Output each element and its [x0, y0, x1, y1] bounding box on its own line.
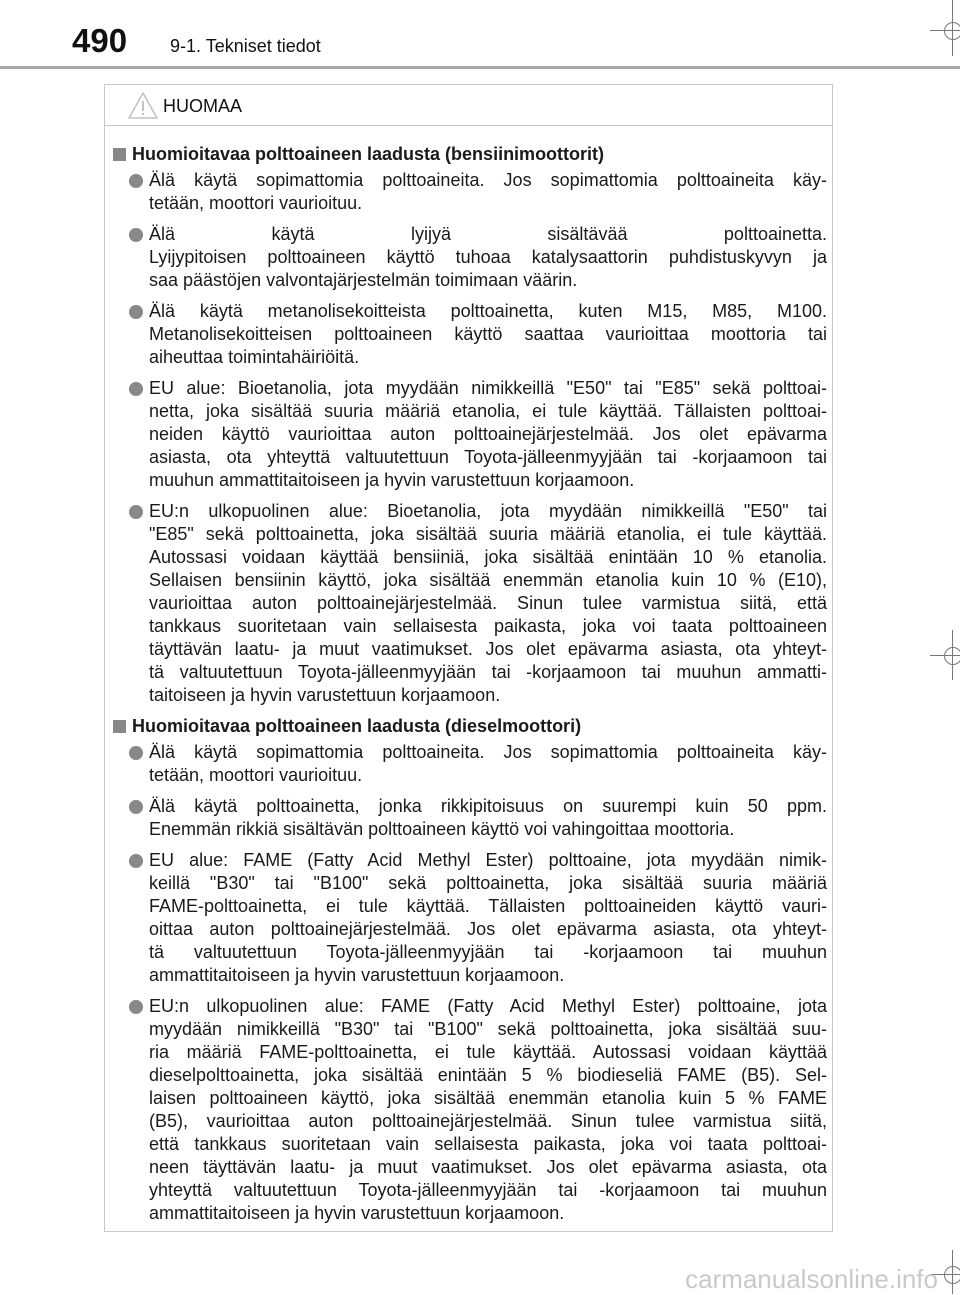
list-item-line: ammattitaitoiseen ja hyvin varustettuun korjaamoon.: [149, 1203, 565, 1223]
round-bullet-icon: [129, 382, 143, 396]
list-item-line: tä valtuutettuun Toyota-jälleenmyyjään tai -korjaamoon tai muuhun: [149, 942, 827, 962]
list-item-line: neen täyttävän laatu- ja muut vaatimukset. Jos olet epävarma asiasta, ota: [149, 1157, 827, 1177]
list-item-line: netta, joka sisältää suuria määriä etanolia, ei tule käyttää. Tällaisten polttoai-: [149, 401, 827, 421]
list-item-line: tankkaus suoritetaan vain sellaisesta paikasta, joka voi taata polttoaineen: [149, 616, 827, 636]
square-bullet-icon: [113, 720, 126, 733]
section-title: 9-1. Tekniset tiedot: [170, 36, 321, 56]
crop-mark-right-middle: [930, 630, 960, 680]
list-item-line: yhteyttä valtuutettuun Toyota-jälleenmyyjään tai -korjaamoon tai muuhun: [149, 1180, 827, 1200]
section-heading: [113, 143, 827, 166]
list-item-line: (B5), vaurioittaa auton polttoainejärjestelmää. Sinun tulee varmistua siitä,: [149, 1111, 827, 1131]
list-item-line: taitoiseen ja hyvin varustettuun korjaamoon.: [149, 685, 501, 705]
list-item-line: FAME-polttoainetta, ei tule käyttää. Tällaisten polttoaineiden käyttö vauri-: [149, 896, 827, 916]
list-item-line: Autossasi voidaan käyttää bensiiniä, joka sisältää enintään 10 % etanolia.: [149, 547, 827, 567]
round-bullet-icon: [129, 854, 143, 868]
list-item-line: dieselpolttoainetta, joka sisältää enintään 5 % biodieseliä FAME (B5). Sel-: [149, 1065, 827, 1085]
list-item-line: Enemmän rikkiä sisältävän polttoaineen käyttö voi vahingoittaa moottoria.: [149, 819, 735, 839]
notice-header: [105, 85, 832, 126]
list-item-line: "E85" sekä polttoainetta, joka sisältää suuria määriä etanolia, ei tule käyttää.: [149, 524, 827, 544]
round-bullet-icon: [129, 174, 143, 188]
list-item-line: Älä käytä lyijyä sisältävää polttoainetta.: [149, 224, 827, 244]
list-item: [113, 377, 827, 492]
list-item-line: vaurioittaa auton polttoainejärjestelmää. Sinun tulee varmistua siitä, että: [149, 593, 827, 613]
list-item-line: oittaa auton polttoainejärjestelmää. Jos olet epävarma asiasta, ota yhteyt-: [149, 919, 827, 939]
round-bullet-icon: [129, 800, 143, 814]
list-item-line: Älä käytä sopimattomia polttoaineita. Jos sopimattomia polttoaineita käy-: [149, 170, 827, 190]
list-item-line: Sellaisen bensiinin käyttö, joka sisältää enemmän etanolia kuin 10 % (E10),: [149, 570, 827, 590]
list-item-line: täyttävän laatu- ja muut vaatimukset. Jos olet epävarma asiasta, ota yhteyt-: [149, 639, 827, 659]
list-item-line: saa päästöjen valvontajärjestelmän toimimaan väärin.: [149, 270, 578, 290]
list-item-line: neiden käyttö vaurioittaa auton polttoainejärjestelmää. Jos olet epävarma: [149, 424, 827, 444]
round-bullet-icon: [129, 746, 143, 760]
list-item-line: aiheuttaa toimintahäiriöitä.: [149, 347, 360, 367]
list-item-line: EU alue: FAME (Fatty Acid Methyl Ester) polttoaine, jota myydään nimik-: [149, 850, 827, 870]
round-bullet-icon: [129, 1000, 143, 1014]
crop-mark-top-right: [930, 0, 960, 60]
list-item-line: tä valtuutettuun Toyota-jälleenmyyjään tai -korjaamoon tai muuhun ammatti-: [149, 662, 827, 682]
round-bullet-icon: [129, 228, 143, 242]
list-item-line: EU:n ulkopuolinen alue: Bioetanolia, jota myydään nimikkeillä "E50" tai: [149, 501, 827, 521]
warning-triangle-icon: [127, 91, 159, 126]
list-item: [113, 741, 827, 787]
watermark: carmanualsonline.info: [685, 1264, 938, 1294]
list-item: [113, 500, 827, 707]
list-item-line: asiasta, ota yhteyttä valtuutettuun Toyota-jälleenmyyjään tai -korjaamoon tai: [149, 447, 827, 467]
square-bullet-icon: [113, 148, 126, 161]
list-item-line: keillä "B30" tai "B100" sekä polttoainetta, joka sisältää suuria määriä: [149, 873, 827, 893]
list-item: [113, 995, 827, 1225]
list-item-line: Älä käytä sopimattomia polttoaineita. Jos sopimattomia polttoaineita käy-: [149, 742, 827, 762]
list-item: [113, 795, 827, 841]
list-item-line: Älä käytä polttoainetta, jonka rikkipitoisuus on suurempi kuin 50 ppm.: [149, 796, 827, 816]
list-item-line: että tankkaus suoritetaan vain sellaisesta paikasta, joka voi taata polttoai-: [149, 1134, 827, 1154]
list-item: [113, 849, 827, 987]
notice-title: HUOMAA: [163, 96, 243, 116]
round-bullet-icon: [129, 305, 143, 319]
section-heading-text: Huomioitavaa polttoaineen laadusta (bensiinimoottorit): [132, 144, 605, 164]
round-bullet-icon: [129, 505, 143, 519]
list-item-line: laisen polttoaineen käyttö, joka sisältää enemmän etanolia kuin 5 % FAME: [149, 1088, 827, 1108]
list-item-line: tetään, moottori vaurioituu.: [149, 193, 363, 213]
list-item: [113, 300, 827, 369]
list-item-line: Metanolisekoitteisen polttoaineen käyttö saattaa vaurioittaa moottoria tai: [149, 324, 827, 344]
page-number: 490: [72, 22, 128, 59]
list-item-line: Lyijypitoisen polttoaineen käyttö tuhoaa katalysaattorin puhdistuskyvyn ja: [149, 247, 827, 267]
list-item-line: tetään, moottori vaurioituu.: [149, 765, 363, 785]
list-item-line: ammattitaitoiseen ja hyvin varustettuun korjaamoon.: [149, 965, 565, 985]
list-item-line: EU alue: Bioetanolia, jota myydään nimikkeillä "E50" tai "E85" sekä polttoai-: [149, 378, 827, 398]
list-item-line: Älä käytä metanolisekoitteista polttoainetta, kuten M15, M85, M100.: [149, 301, 827, 321]
notice-box: [104, 84, 833, 1232]
list-item-line: EU:n ulkopuolinen alue: FAME (Fatty Acid Methyl Ester) polttoaine, jota: [149, 996, 827, 1016]
list-item: [113, 223, 827, 292]
notice-content: [113, 143, 827, 1233]
list-item: [113, 169, 827, 215]
list-item-line: ria määriä FAME-polttoainetta, ei tule käyttää. Autossasi voidaan käyttää: [149, 1042, 827, 1062]
list-item-line: muuhun ammattitaitoiseen ja hyvin varustettuun korjaamoon.: [149, 470, 635, 490]
section-heading: [113, 715, 827, 738]
header-rule: [0, 66, 960, 69]
list-item-line: myydään nimikkeillä "B30" tai "B100" sekä polttoainetta, joka sisältää suu-: [149, 1019, 827, 1039]
section-heading-text: Huomioitavaa polttoaineen laadusta (dieselmoottori): [132, 716, 582, 736]
